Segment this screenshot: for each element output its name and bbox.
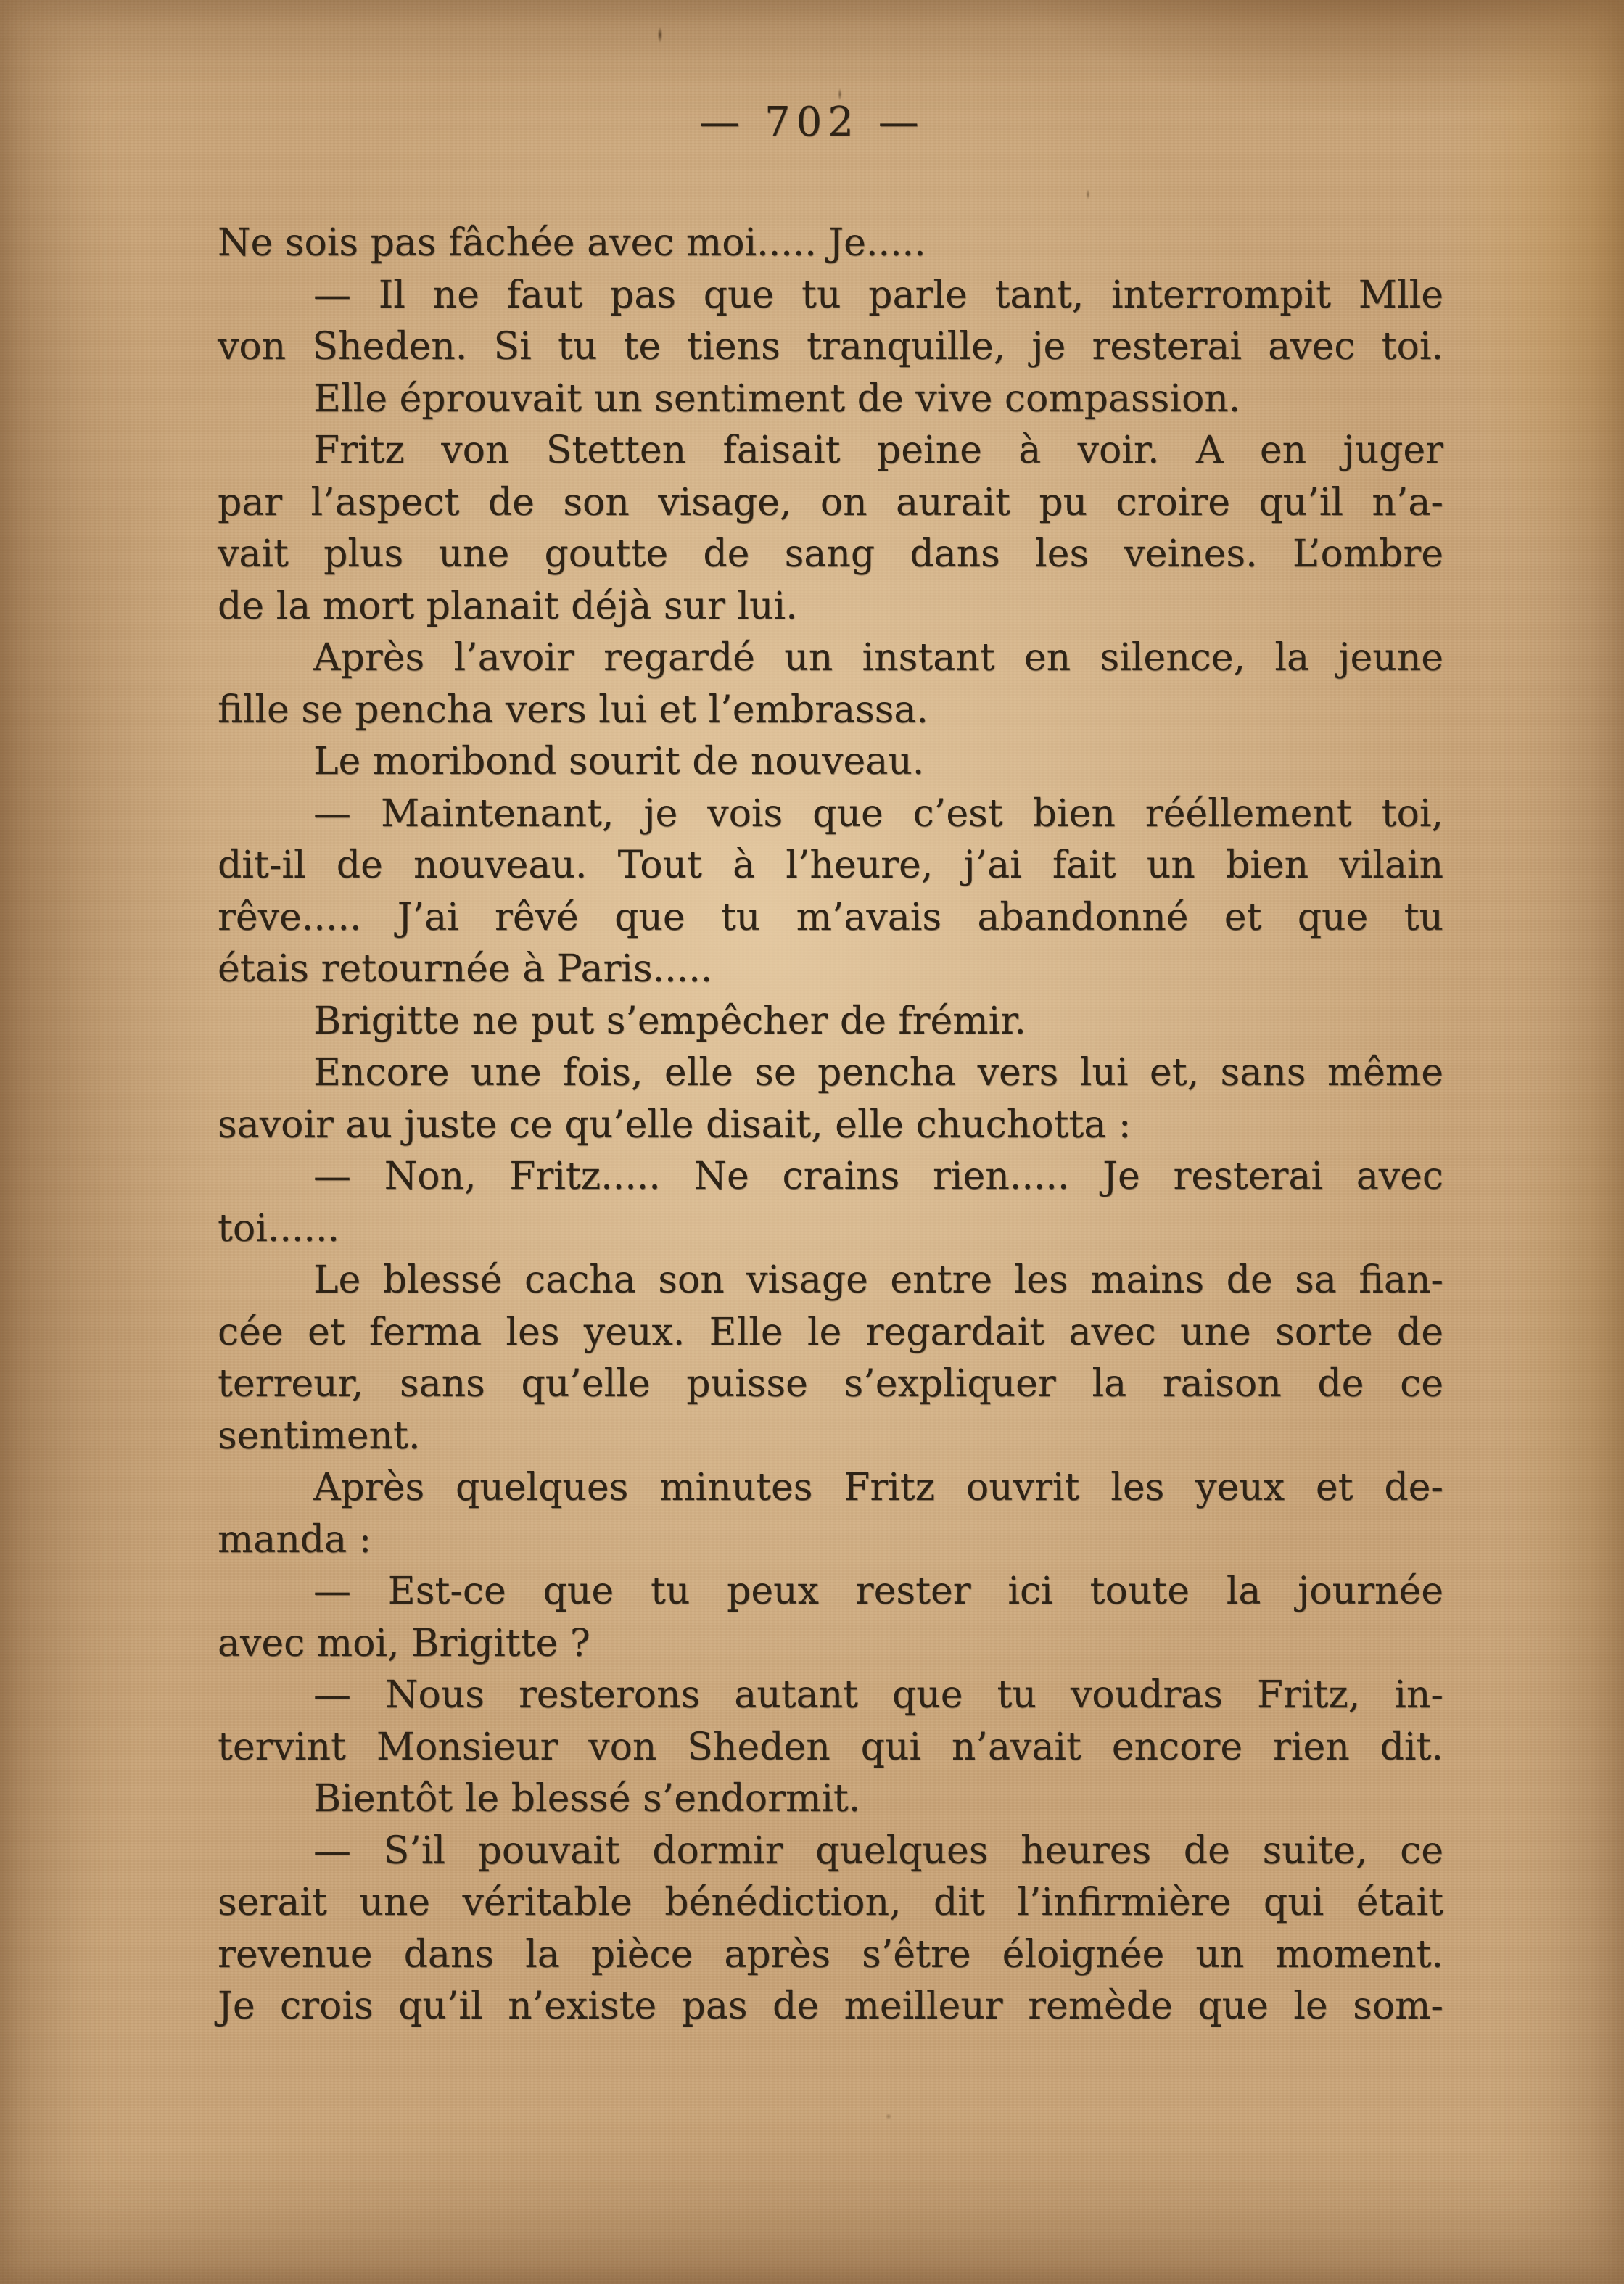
text-line: tervint Monsieur von Sheden qui n’avait encore rien dit. — [218, 1725, 1443, 1769]
text-block — [218, 218, 1443, 2033]
page-number: — 702 — — [699, 99, 925, 146]
text-line: Après quelques minutes Fritz ouvrit les yeux et de- — [313, 1466, 1443, 1509]
text-line: — Nous resterons autant que tu voudras Fritz, in- — [313, 1673, 1443, 1717]
text-line: — Est-ce que tu peux rester ici toute la journée — [313, 1570, 1443, 1613]
text-line: Après l’avoir regardé un instant en silence, la jeune — [313, 636, 1443, 680]
text-line: Ne sois pas fâchée avec moi..... Je..... — [218, 221, 926, 265]
text-line: Brigitte ne put s’empêcher de frémir. — [313, 999, 1026, 1043]
text-line: Je crois qu’il n’existe pas de meilleur remède que le som- — [218, 1984, 1443, 2028]
text-line: Fritz von Stetten faisait peine à voir. A en juger — [313, 429, 1443, 472]
text-line: vait plus une goutte de sang dans les veines. L’ombre — [218, 532, 1443, 576]
text-line: dit-il de nouveau. Tout à l’heure, j’ai fait un bien vilain — [218, 844, 1443, 887]
text-line: Bientôt le blessé s’endormit. — [313, 1777, 861, 1821]
text-line: von Sheden. Si tu te tiens tranquille, je resterai avec toi. — [218, 325, 1443, 368]
text-line: — S’il pouvait dormir quelques heures de suite, ce — [313, 1829, 1443, 1873]
text-line: — Maintenant, je vois que c’est bien rééllement toi, — [313, 791, 1443, 836]
text-line: toi...... — [218, 1206, 340, 1250]
text-line: avec moi, Brigitte ? — [218, 1621, 590, 1665]
text-line: cée et ferma les yeux. Elle le regardait avec une sorte de — [218, 1310, 1443, 1354]
text-line: terreur, sans qu’elle puisse s’expliquer la raison de ce — [218, 1362, 1443, 1406]
text-line: — Il ne faut pas que tu parle tant, interrompit Mlle — [313, 273, 1443, 317]
text-line: étais retournée à Paris..... — [218, 947, 713, 991]
text-line: revenue dans la pièce après s’être éloignée un moment. — [218, 1932, 1443, 1976]
text-line: Elle éprouvait un sentiment de vive compassion. — [313, 376, 1241, 421]
text-line: fille se pencha vers lui et l’embrassa. — [218, 688, 928, 732]
text-line: par l’aspect de son visage, on aurait pu croire qu’il n’a- — [218, 480, 1443, 524]
text-line: sentiment. — [218, 1414, 421, 1458]
text-line: serait une véritable bénédiction, dit l’infirmière qui était — [218, 1881, 1443, 1924]
text-line: Le blessé cacha son visage entre les mains de sa fian- — [313, 1258, 1443, 1302]
text-line: Le moribond sourit de nouveau. — [313, 740, 925, 783]
text-line: savoir au juste ce qu’elle disait, elle chuchotta : — [218, 1102, 1132, 1147]
text-line: Encore une fois, elle se pencha vers lui et, sans même — [313, 1051, 1443, 1094]
text-line: rêve..... J’ai rêvé que tu m’avais abandonné et que tu — [218, 895, 1443, 939]
text-line: manda : — [218, 1517, 372, 1562]
text-line: de la mort planait déjà sur lui. — [218, 584, 798, 628]
text-line: — Non, Fritz..... Ne crains rien..... Je resterai avec — [313, 1155, 1443, 1198]
